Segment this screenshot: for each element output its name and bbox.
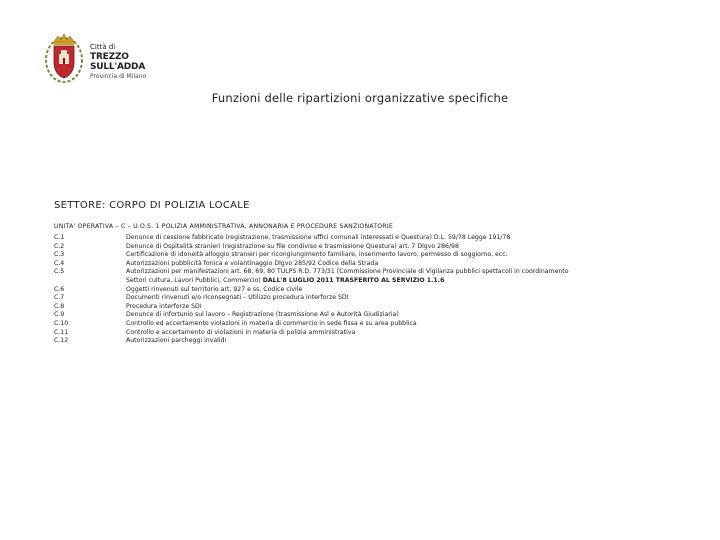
list-item (54, 268, 694, 277)
logo-line-1: Città di (90, 43, 116, 51)
item-code: C.4 (54, 259, 65, 267)
item-code: C.11 (54, 328, 69, 336)
list-item (54, 329, 694, 338)
logo-text (90, 42, 184, 82)
function-list (54, 234, 694, 346)
list-item (54, 320, 694, 329)
item-description: Certificazione di idoneità alloggio stranieri per ricongiungimento familiare, inserimento lavoro, permesso di soggiorno, ecc. (126, 251, 508, 259)
list-item-continuation (54, 277, 694, 286)
list-item (54, 251, 694, 260)
item-code: C.6 (54, 285, 65, 293)
item-description: Denunce di cessione fabbricato (registrazione, trasmissione uffici comunali interessati e Questura) D.L. 59/78 Legge 191/78 (126, 234, 511, 241)
item-code: C.2 (54, 242, 65, 250)
sector-heading: SETTORE: CORPO DI POLIZIA LOCALE (54, 200, 250, 211)
list-item (54, 286, 694, 295)
coat-of-arms-icon (44, 30, 84, 86)
item-description: Documenti rinvenuti e/o riconsegnati – Utilizzo procedura interforze SDI (126, 294, 349, 302)
item-description: Controllo ed accertamento violazioni in materia di commercio in sede fissa e su area pubblica (126, 319, 417, 327)
item-description: Controllo e accertamento di violazioni in materia di polizia amministrativa (126, 328, 356, 336)
logo-line-3: Provincia di Milano (90, 73, 147, 80)
item-description: Autorizzazioni per manifestazioni art. 68, 69, 80 TULPS R.D. 773/31 (Commissione Provinciale di Vigilanza pubblici spettacoli in coordinamento (126, 268, 569, 276)
item-code: C.10 (54, 319, 69, 327)
list-item (54, 294, 694, 303)
list-item (54, 260, 694, 269)
item-code: C.5 (54, 268, 65, 276)
item-description: Denunce di infortunio sul lavoro – Registrazione (trasmissione Asl e Autorità Giudiziaria) (126, 311, 399, 319)
list-item (54, 243, 694, 252)
item-description: Denunce di Ospitalità stranieri (registrazione su file condiviso e trasmissione Questura) art. 7 Dlgvo 286/98 (126, 242, 459, 250)
logo-line-2: TREZZO SULL'ADDA (90, 52, 146, 72)
item-code: C.8 (54, 302, 65, 310)
item-description: Procedura interforze SDI (126, 302, 202, 310)
list-item (54, 234, 694, 243)
item-code: C.9 (54, 311, 65, 319)
unit-heading: UNITA' OPERATIVA – C – U.O.S. 1 POLIZIA AMMINISTRATIVA, ANNONARIA E PROCEDURE SANZIONATORIE (54, 223, 393, 230)
item-description-continuation (126, 277, 694, 286)
item-code: C.7 (54, 294, 65, 302)
page-title: Funzioni delle ripartizioni organizzative specifiche (211, 91, 509, 105)
item-description: Autorizzazioni pubblicità fonica e volantinaggio Dlgvo 285/92 Codice della Strada (126, 259, 379, 267)
list-item (54, 311, 694, 320)
item-description: Autorizzazioni parcheggi invalidi (126, 337, 227, 345)
item-code: C.12 (54, 337, 69, 345)
item-code: C.3 (54, 251, 65, 259)
item-description-part: Settori cultura, Lavori Pubblici, Commercio) (126, 276, 263, 284)
municipality-logo (44, 30, 184, 86)
item-note-bold: DALL'8 LUGLIO 2011 TRASFERITO AL SERVIZIO 1.1.6 (262, 276, 445, 284)
item-description: Oggetti rinvenuti sul territorio art. 927 e ss. Codice civile (126, 285, 303, 293)
list-item (54, 337, 694, 346)
item-code: C.1 (54, 234, 65, 241)
